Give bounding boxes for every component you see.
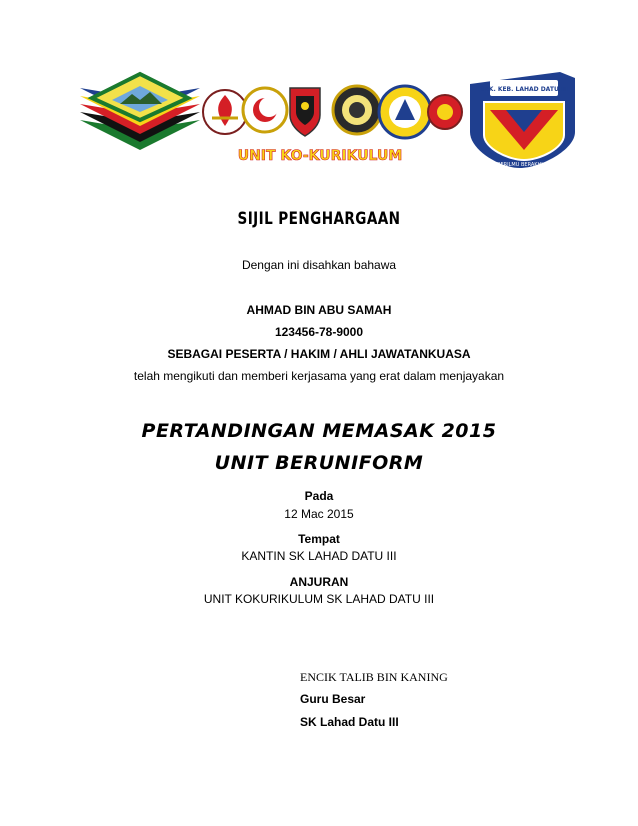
district-emblem-logo <box>80 74 200 150</box>
date-value: 12 Mac 2015 <box>284 507 354 521</box>
recipient-name: AHMAD BIN ABU SAMAH <box>246 303 392 317</box>
ic-number: 123456-78-9000 <box>274 325 364 339</box>
logo-strip <box>0 0 638 170</box>
signatory-position: Guru Besar <box>300 692 366 706</box>
school-motto: BERILMU BERAKHLAK <box>497 162 551 168</box>
intro-text: Dengan ini disahkan bahawa <box>241 258 397 272</box>
signatory-school: SK Lahad Datu III <box>300 715 399 729</box>
scout-logo <box>203 90 247 134</box>
police-cadet-logo <box>290 88 320 136</box>
organizer-value: UNIT KOKURIKULUM SK LAHAD DATU III <box>203 592 435 606</box>
st-john-logo <box>333 86 381 134</box>
certificate-title: SIJIL PENGHARGAAN <box>237 209 401 229</box>
school-badge-logo <box>470 72 575 168</box>
event-title: PERTANDINGAN MEMASAK 2015 <box>141 420 497 442</box>
unit-banner: UNIT KO-KURIKULUM <box>237 148 403 164</box>
date-label: Pada <box>304 489 334 503</box>
girl-guides-logo <box>379 86 431 138</box>
participant-role: SEBAGAI PESERTA / HAKIM / AHLI JAWATANKUASA <box>167 347 471 361</box>
signatory-name: ENCIK TALIB BIN KANING <box>300 670 448 684</box>
event-subtitle: UNIT BERUNIFORM <box>214 452 424 474</box>
venue-value: KANTIN SK LAHAD DATU III <box>241 549 397 563</box>
red-crescent-logo <box>243 88 287 132</box>
uniform-unit-logo <box>428 95 462 129</box>
school-badge-text: SEK. KEB. LAHAD DATU III <box>480 86 568 93</box>
statement-text: telah mengikuti dan memberi kerjasama yang erat dalam menjayakan <box>133 369 505 383</box>
organizer-label: ANJURAN <box>289 575 349 589</box>
venue-label: Tempat <box>298 532 340 546</box>
